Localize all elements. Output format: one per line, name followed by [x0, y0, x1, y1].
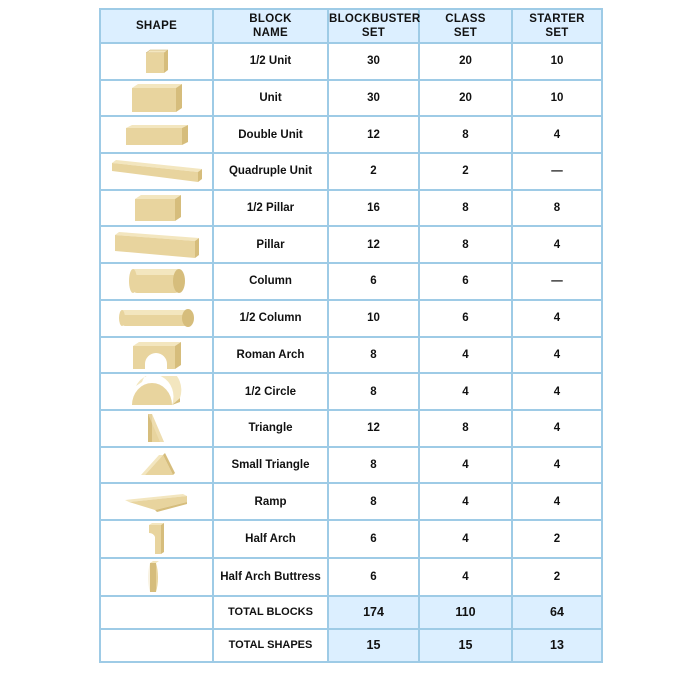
class-count-cell: 2: [419, 153, 512, 190]
block-name-cell: Half Arch: [213, 520, 328, 558]
class-count-cell: 20: [419, 80, 512, 117]
header-starter-set: STARTER SET: [512, 9, 602, 43]
shape-cell: [100, 410, 213, 447]
starter-count-cell: 4: [512, 337, 602, 374]
total-blockbuster-cell: 174: [328, 596, 419, 629]
starter-count-cell: 4: [512, 410, 602, 447]
empty-shape-cell: [100, 629, 213, 662]
block-name-cell: Half Arch Buttress: [213, 558, 328, 596]
block-name-cell: Quadruple Unit: [213, 153, 328, 190]
half-circle-block-icon: [101, 376, 212, 408]
table-row: [100, 43, 602, 80]
table-row: [100, 226, 602, 263]
blockbuster-count-cell: 8: [328, 483, 419, 520]
starter-count-cell: 4: [512, 226, 602, 263]
header-block-name: BLOCK NAME: [213, 9, 328, 43]
half-unit-block-icon: [101, 46, 212, 76]
blockbuster-count-cell: 12: [328, 410, 419, 447]
block-name-cell: 1/2 Pillar: [213, 190, 328, 227]
table-row: [100, 520, 602, 558]
shape-cell: [100, 483, 213, 520]
table-row: [100, 80, 602, 117]
total-label: TOTAL SHAPES: [213, 629, 328, 662]
block-name-cell: Ramp: [213, 483, 328, 520]
total-starter-cell: 13: [512, 629, 602, 662]
class-count-cell: 8: [419, 190, 512, 227]
unit-block-icon: [101, 81, 212, 115]
class-count-cell: 6: [419, 263, 512, 300]
total-class-cell: 110: [419, 596, 512, 629]
half-arch-block-icon: [101, 521, 212, 557]
ramp-block-icon: [101, 490, 212, 514]
class-count-cell: 4: [419, 447, 512, 484]
blockbuster-count-cell: 2: [328, 153, 419, 190]
table-row: [100, 483, 602, 520]
total-blocks-row: [100, 596, 602, 629]
class-count-cell: 8: [419, 116, 512, 153]
shape-cell: [100, 116, 213, 153]
shape-cell: [100, 153, 213, 190]
table-row: [100, 337, 602, 374]
shape-cell: [100, 520, 213, 558]
starter-count-cell: 4: [512, 483, 602, 520]
blockbuster-count-cell: 6: [328, 558, 419, 596]
shape-cell: [100, 337, 213, 374]
shape-cell: [100, 43, 213, 80]
starter-count-cell: —: [512, 153, 602, 190]
blockbuster-count-cell: 12: [328, 116, 419, 153]
empty-shape-cell: [100, 596, 213, 629]
blockbuster-count-cell: 6: [328, 520, 419, 558]
starter-count-cell: 10: [512, 43, 602, 80]
blockbuster-count-cell: 12: [328, 226, 419, 263]
blockbuster-count-cell: 30: [328, 80, 419, 117]
shape-cell: [100, 80, 213, 117]
small-triangle-block-icon: [101, 451, 212, 479]
shape-cell: [100, 226, 213, 263]
total-label: TOTAL BLOCKS: [213, 596, 328, 629]
block-name-cell: 1/2 Circle: [213, 373, 328, 410]
blockbuster-count-cell: 10: [328, 300, 419, 337]
class-count-cell: 8: [419, 410, 512, 447]
header-blockbuster-set: BLOCKBUSTER SET: [328, 9, 419, 43]
class-count-cell: 4: [419, 520, 512, 558]
header-class-set: CLASS SET: [419, 9, 512, 43]
triangle-block-icon: [101, 411, 212, 445]
block-name-cell: Roman Arch: [213, 337, 328, 374]
half-pillar-block-icon: [101, 192, 212, 224]
shape-cell: [100, 263, 213, 300]
block-name-cell: Triangle: [213, 410, 328, 447]
shape-cell: [100, 190, 213, 227]
header-row: [100, 9, 602, 43]
table-row: [100, 153, 602, 190]
shape-cell: [100, 558, 213, 596]
block-sets-table: [99, 8, 603, 663]
class-count-cell: 4: [419, 337, 512, 374]
shape-cell: [100, 300, 213, 337]
table-row: [100, 447, 602, 484]
class-count-cell: 20: [419, 43, 512, 80]
blockbuster-count-cell: 8: [328, 373, 419, 410]
shape-cell: [100, 447, 213, 484]
pillar-block-icon: [101, 229, 212, 261]
total-shapes-row: [100, 629, 602, 662]
total-starter-cell: 64: [512, 596, 602, 629]
half-arch-buttress-block-icon: [101, 559, 212, 595]
header-shape: SHAPE: [100, 9, 213, 43]
block-name-cell: Unit: [213, 80, 328, 117]
blockbuster-count-cell: 16: [328, 190, 419, 227]
block-name-cell: Column: [213, 263, 328, 300]
starter-count-cell: 4: [512, 447, 602, 484]
blockbuster-count-cell: 8: [328, 337, 419, 374]
column-block-icon: [101, 265, 212, 297]
starter-count-cell: 4: [512, 373, 602, 410]
table-row: [100, 558, 602, 596]
block-name-cell: Small Triangle: [213, 447, 328, 484]
class-count-cell: 8: [419, 226, 512, 263]
starter-count-cell: 4: [512, 116, 602, 153]
starter-count-cell: 4: [512, 300, 602, 337]
quadruple-unit-block-icon: [101, 157, 212, 185]
table-row: [100, 300, 602, 337]
blockbuster-count-cell: 30: [328, 43, 419, 80]
total-blockbuster-cell: 15: [328, 629, 419, 662]
starter-count-cell: 10: [512, 80, 602, 117]
table-row: [100, 410, 602, 447]
shape-cell: [100, 373, 213, 410]
table-row: [100, 190, 602, 227]
starter-count-cell: 2: [512, 558, 602, 596]
blockbuster-count-cell: 6: [328, 263, 419, 300]
table-row: [100, 116, 602, 153]
block-name-cell: Pillar: [213, 226, 328, 263]
blockbuster-count-cell: 8: [328, 447, 419, 484]
table-row: [100, 263, 602, 300]
class-count-cell: 4: [419, 558, 512, 596]
class-count-cell: 4: [419, 373, 512, 410]
class-count-cell: 4: [419, 483, 512, 520]
block-name-cell: 1/2 Unit: [213, 43, 328, 80]
starter-count-cell: —: [512, 263, 602, 300]
block-name-cell: 1/2 Column: [213, 300, 328, 337]
roman-arch-block-icon: [101, 338, 212, 372]
half-column-block-icon: [101, 306, 212, 330]
total-class-cell: 15: [419, 629, 512, 662]
starter-count-cell: 8: [512, 190, 602, 227]
table-row: [100, 373, 602, 410]
class-count-cell: 6: [419, 300, 512, 337]
block-name-cell: Double Unit: [213, 116, 328, 153]
starter-count-cell: 2: [512, 520, 602, 558]
double-unit-block-icon: [101, 122, 212, 148]
